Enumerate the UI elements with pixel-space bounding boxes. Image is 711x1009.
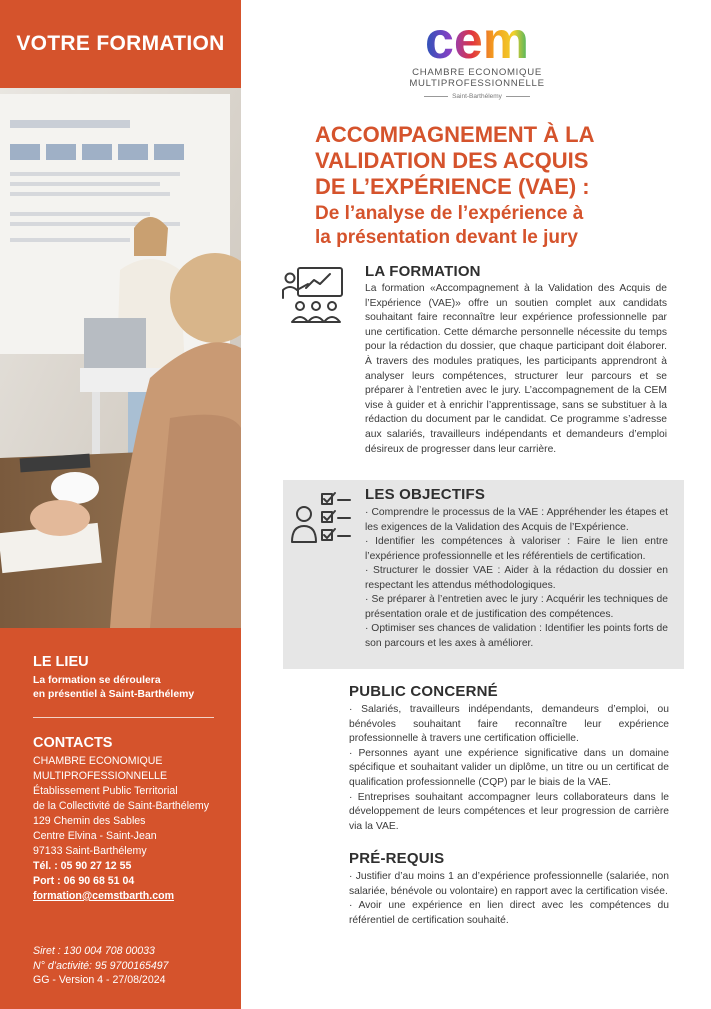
training-photo [0,88,241,628]
sidebar-divider [33,717,214,718]
contacts-tel: Tél. : 05 90 27 12 55 [33,860,132,872]
contacts-org-line-2: MULTIPROFESSIONNELLE [33,770,168,782]
legal-activite: N° d’activité: 95 9700165497 [33,959,169,972]
logo-caption [405,67,549,89]
sidebar-title: VOTRE FORMATION [16,32,225,55]
logo-line-2: MULTIPROFESSIONNELLE [409,78,545,89]
presentation-icon [280,264,352,326]
lieu-text [33,674,233,702]
contacts-address-1: 129 Chemin des Sables [33,815,146,827]
training-photo-illustration [0,88,241,628]
page-title-line-1: ACCOMPAGNEMENT À LA [315,122,595,147]
legal-siret: Siret : 130 004 708 00033 [33,945,155,957]
page-title [315,122,695,200]
prerequis-item: · Avoir une expérience en lien direct avec les compétences du référentiel de certification souhaité. [349,900,669,926]
public-list [349,703,669,834]
left-sidebar-panel [0,0,241,1009]
page-subtitle [315,202,695,250]
objectif-item: · Se préparer à l’entretien avec le jury : Acquérir les techniques de présentation orale et de justification des compétences. [365,594,668,620]
objectif-item: · Structurer le dossier VAE : Aider à la rédaction du dossier en respectant les attendus méthodologiques. [365,565,668,591]
logo-sub-line-left [424,96,448,97]
logo-line-1: CHAMBRE ECONOMIQUE [412,67,542,78]
checklist-person-icon [290,490,352,546]
lieu-title: LE LIEU [33,654,89,670]
contacts-email-link[interactable]: formation@cemstbarth.com [33,890,175,902]
contacts-org-line-1: CHAMBRE ECONOMIQUE [33,755,163,767]
formation-section-title: LA FORMATION [365,263,481,280]
logo-subcaption [405,93,549,100]
formation-description: La formation «Accompagnement à la Validation des Acquis de l’Expérience (VAE)» offre un soutien complet aux candidats souhaitant faire reconnaître leur expérience professionnelle par une certification. Cette démarche personnelle nécessite du temps pour la rédaction du dossier, que chaque participant doit élaborer. À travers des modules pratiques, les participants apprendront à analyser leurs compétences, structurer leur parcours et se préparer à l’entretien avec le jury. L’accompagnement de la CEM vise à guider et à enrichir l’apprentissage, sans se substituer à la rédaction du document par le candidat. Ce programme s’adresse aux salariés, travailleurs indépendants et demandeurs d’emploi désireux de progresser dans leur carrière. [365,283,667,455]
prerequis-list [349,870,669,928]
contacts-address-3: 97133 Saint-Barthélemy [33,845,147,857]
prerequis-section-title: PRÉ-REQUIS [349,850,445,867]
lieu-line-2: en présentiel à Saint-Barthélemy [33,689,195,700]
lieu-line-1: La formation se déroulera [33,675,161,686]
contacts-org-line-3: Établissement Public Territorial [33,785,178,797]
objectifs-list [365,506,668,651]
public-item: · Entreprises souhaitant accompagner leurs collaborateurs dans le développement de leurs compétences et leur progression de carrière via la VAE. [349,791,669,832]
page-title-line-3: DE L’EXPÉRIENCE (VAE) : [315,174,590,199]
page-subtitle-line-2: la présentation devant le jury [315,227,578,248]
legal-info [33,944,169,988]
logo-wordmark: cem [424,18,530,68]
cem-logo [405,18,555,68]
contacts-title: CONTACTS [33,735,113,751]
public-section-title: PUBLIC CONCERNÉ [349,683,498,700]
contacts-port: Port : 06 90 68 51 04 [33,875,135,887]
logo-sub-line-right [506,96,530,97]
legal-version: GG - Version 4 - 27/08/2024 [33,974,166,986]
contacts-block [33,754,238,904]
prerequis-item: · Justifier d’au moins 1 an d’expérience professionnelle (salariée, non salariée, bénévole ou volontaire) en rapport avec la certification visée. [349,871,669,897]
objectifs-section-title: LES OBJECTIFS [365,486,486,503]
objectif-item: · Identifier les compétences à valoriser : Faire le lien entre l’expérience professionnelle et les référentiels de certification. [365,536,668,562]
logo-sub-text: Saint-Barthélemy [452,93,502,100]
public-item: · Salariés, travailleurs indépendants, demandeurs d’emploi, ou bénévoles souhaitant faire reconnaître leur expérience professionnelle à travers une certification officielle. [349,704,669,745]
objectif-item: · Comprendre le processus de la VAE : Appréhender les étapes et les exigences de la Validation des Acquis de l’Expérience. [365,507,668,533]
contacts-org-line-4: de la Collectivité de Saint-Barthélemy [33,800,210,812]
public-item: · Personnes ayant une expérience significative dans un domaine spécifique et souhaitant valider un diplôme, un titre ou un certificat de qualification professionnelle (CQP) par le biais de la VAE. [349,747,669,788]
page-subtitle-line-1: De l’analyse de l’expérience à [315,203,584,224]
objectif-item: · Optimiser ses chances de validation : Identifier les points forts de son parcours et les axes à améliorer. [365,623,668,649]
contacts-address-2: Centre Elvina - Saint-Jean [33,830,157,842]
page-title-line-2: VALIDATION DES ACQUIS [315,148,589,173]
